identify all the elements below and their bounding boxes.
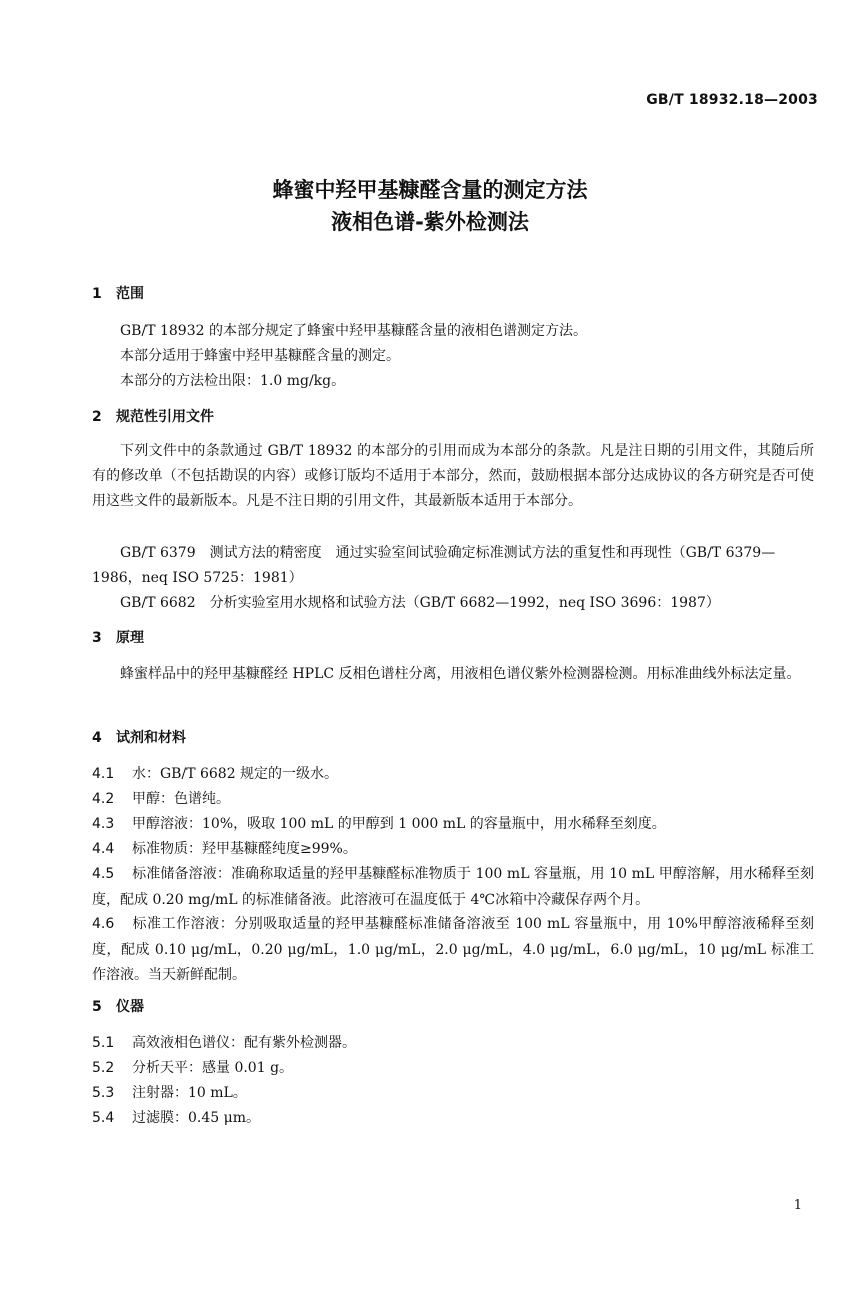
item-text: 标准工作溶液：分别吸取适量的羟甲基糠醛标准储备溶液至 100 mL 容量瓶中，用 10%甲醇溶液稀释至刻度，配成 0.10 μg/mL，0.20 μg/mL，1.0 μg/mL，2.0 μg/mL，4.0 μg/mL，6.0 μg/mL，10 μg/mL 标准工作溶液。当天新鲜配制。 [92, 916, 814, 983]
page-number: 1 [793, 1198, 802, 1213]
item-text: 高效液相色谱仪：配有紫外检测器。 [132, 1035, 356, 1051]
section-1-line-3: 本部分的方法检出限：1.0 mg/kg。 [120, 373, 346, 389]
item-text: 甲醇溶液：10%，吸取 100 mL 的甲醇到 1 000 mL 的容量瓶中，用水稀释至刻度。 [132, 816, 666, 832]
section-4-number: 4 [92, 730, 102, 746]
section-3-title: 原理 [116, 630, 144, 646]
standard-code: GB/T 18932.18—2003 [646, 92, 818, 108]
list-item [92, 1031, 814, 1057]
list-item [92, 762, 814, 788]
list-item [92, 812, 814, 838]
item-number: 4.4 [92, 841, 115, 857]
section-1-line-2: 本部分适用于蜂蜜中羟甲基糠醛含量的测定。 [120, 348, 400, 364]
section-1-title: 范围 [116, 286, 144, 302]
item-text: 分析天平：感量 0.01 g。 [132, 1060, 294, 1076]
section-2-heading [92, 406, 214, 426]
item-number: 5.4 [92, 1110, 115, 1126]
list-item [92, 1106, 814, 1132]
list-item [92, 837, 814, 863]
item-number: 4.6 [92, 916, 115, 932]
section-5-heading [92, 996, 144, 1016]
item-number: 4.5 [92, 866, 115, 882]
item-number: 4.3 [92, 816, 115, 832]
reference-gbt6379: GB/T 6379 测试方法的精密度 通过实验室间试验确定标准测试方法的重复性和再现性（GB/T 6379—1986，neq ISO 5725：1981） [92, 545, 776, 586]
section-4-title: 试剂和材料 [116, 730, 186, 746]
section-1-number: 1 [92, 286, 102, 302]
item-text: 标准物质：羟甲基糠醛纯度≥99%。 [132, 841, 357, 857]
item-text: 标准储备溶液：准确称取适量的羟甲基糠醛标准物质于 100 mL 容量瓶，用 10 mL 甲醇溶解，用水稀释至刻度，配成 0.20 mg/mL 的标准储备液。此溶液可在温度低于 4℃冰箱中冷藏保存两个月。 [92, 866, 814, 908]
section-2-number: 2 [92, 409, 102, 425]
item-text: 水：GB/T 6682 规定的一级水。 [132, 766, 339, 782]
section-1-heading [92, 283, 144, 303]
item-text: 甲醇：色谱纯。 [132, 791, 230, 807]
item-text: 过滤膜：0.45 μm。 [132, 1110, 260, 1126]
section-3-heading [92, 627, 144, 647]
section-2-paragraph: 下列文件中的条款通过 GB/T 18932 的本部分的引用而成为本部分的条款。凡是注日期的引用文件，其随后所有的修改单（不包括勘误的内容）或修订版均不适用于本部分，然而，鼓励根据本部分达成协议的各方研究是否可使用这些文件的最新版本。凡是不注日期的引用文件，其最新版本适用于本部分。 [92, 443, 814, 509]
document-title-line2: 液相色谱-紫外检测法 [331, 210, 529, 234]
item-number: 5.2 [92, 1060, 115, 1076]
list-item [92, 1056, 814, 1082]
document-title-line1: 蜂蜜中羟甲基糠醛含量的测定方法 [272, 178, 588, 202]
section-5-title: 仪器 [116, 999, 144, 1015]
item-number: 5.3 [92, 1085, 115, 1101]
list-item [92, 1081, 814, 1107]
list-item [92, 787, 814, 813]
item-text: 注射器：10 mL。 [132, 1085, 247, 1101]
reference-gbt6682: GB/T 6682 分析实验室用水规格和试验方法（GB/T 6682—1992，neq ISO 3696：1987） [120, 595, 720, 611]
section-4-heading [92, 727, 186, 747]
section-3-paragraph: 蜂蜜样品中的羟甲基糠醛经 HPLC 反相色谱柱分离，用液相色谱仪紫外检测器检测。用标准曲线外标法定量。 [120, 666, 801, 682]
item-number: 5.1 [92, 1035, 115, 1051]
section-3-number: 3 [92, 630, 102, 646]
section-5-number: 5 [92, 999, 102, 1015]
section-2-title: 规范性引用文件 [116, 409, 214, 425]
item-number: 4.1 [92, 766, 115, 782]
item-number: 4.2 [92, 791, 115, 807]
list-item [92, 862, 814, 913]
list-item [92, 912, 814, 989]
section-1-line-1: GB/T 18932 的本部分规定了蜂蜜中羟甲基糠醛含量的液相色谱测定方法。 [120, 323, 587, 339]
